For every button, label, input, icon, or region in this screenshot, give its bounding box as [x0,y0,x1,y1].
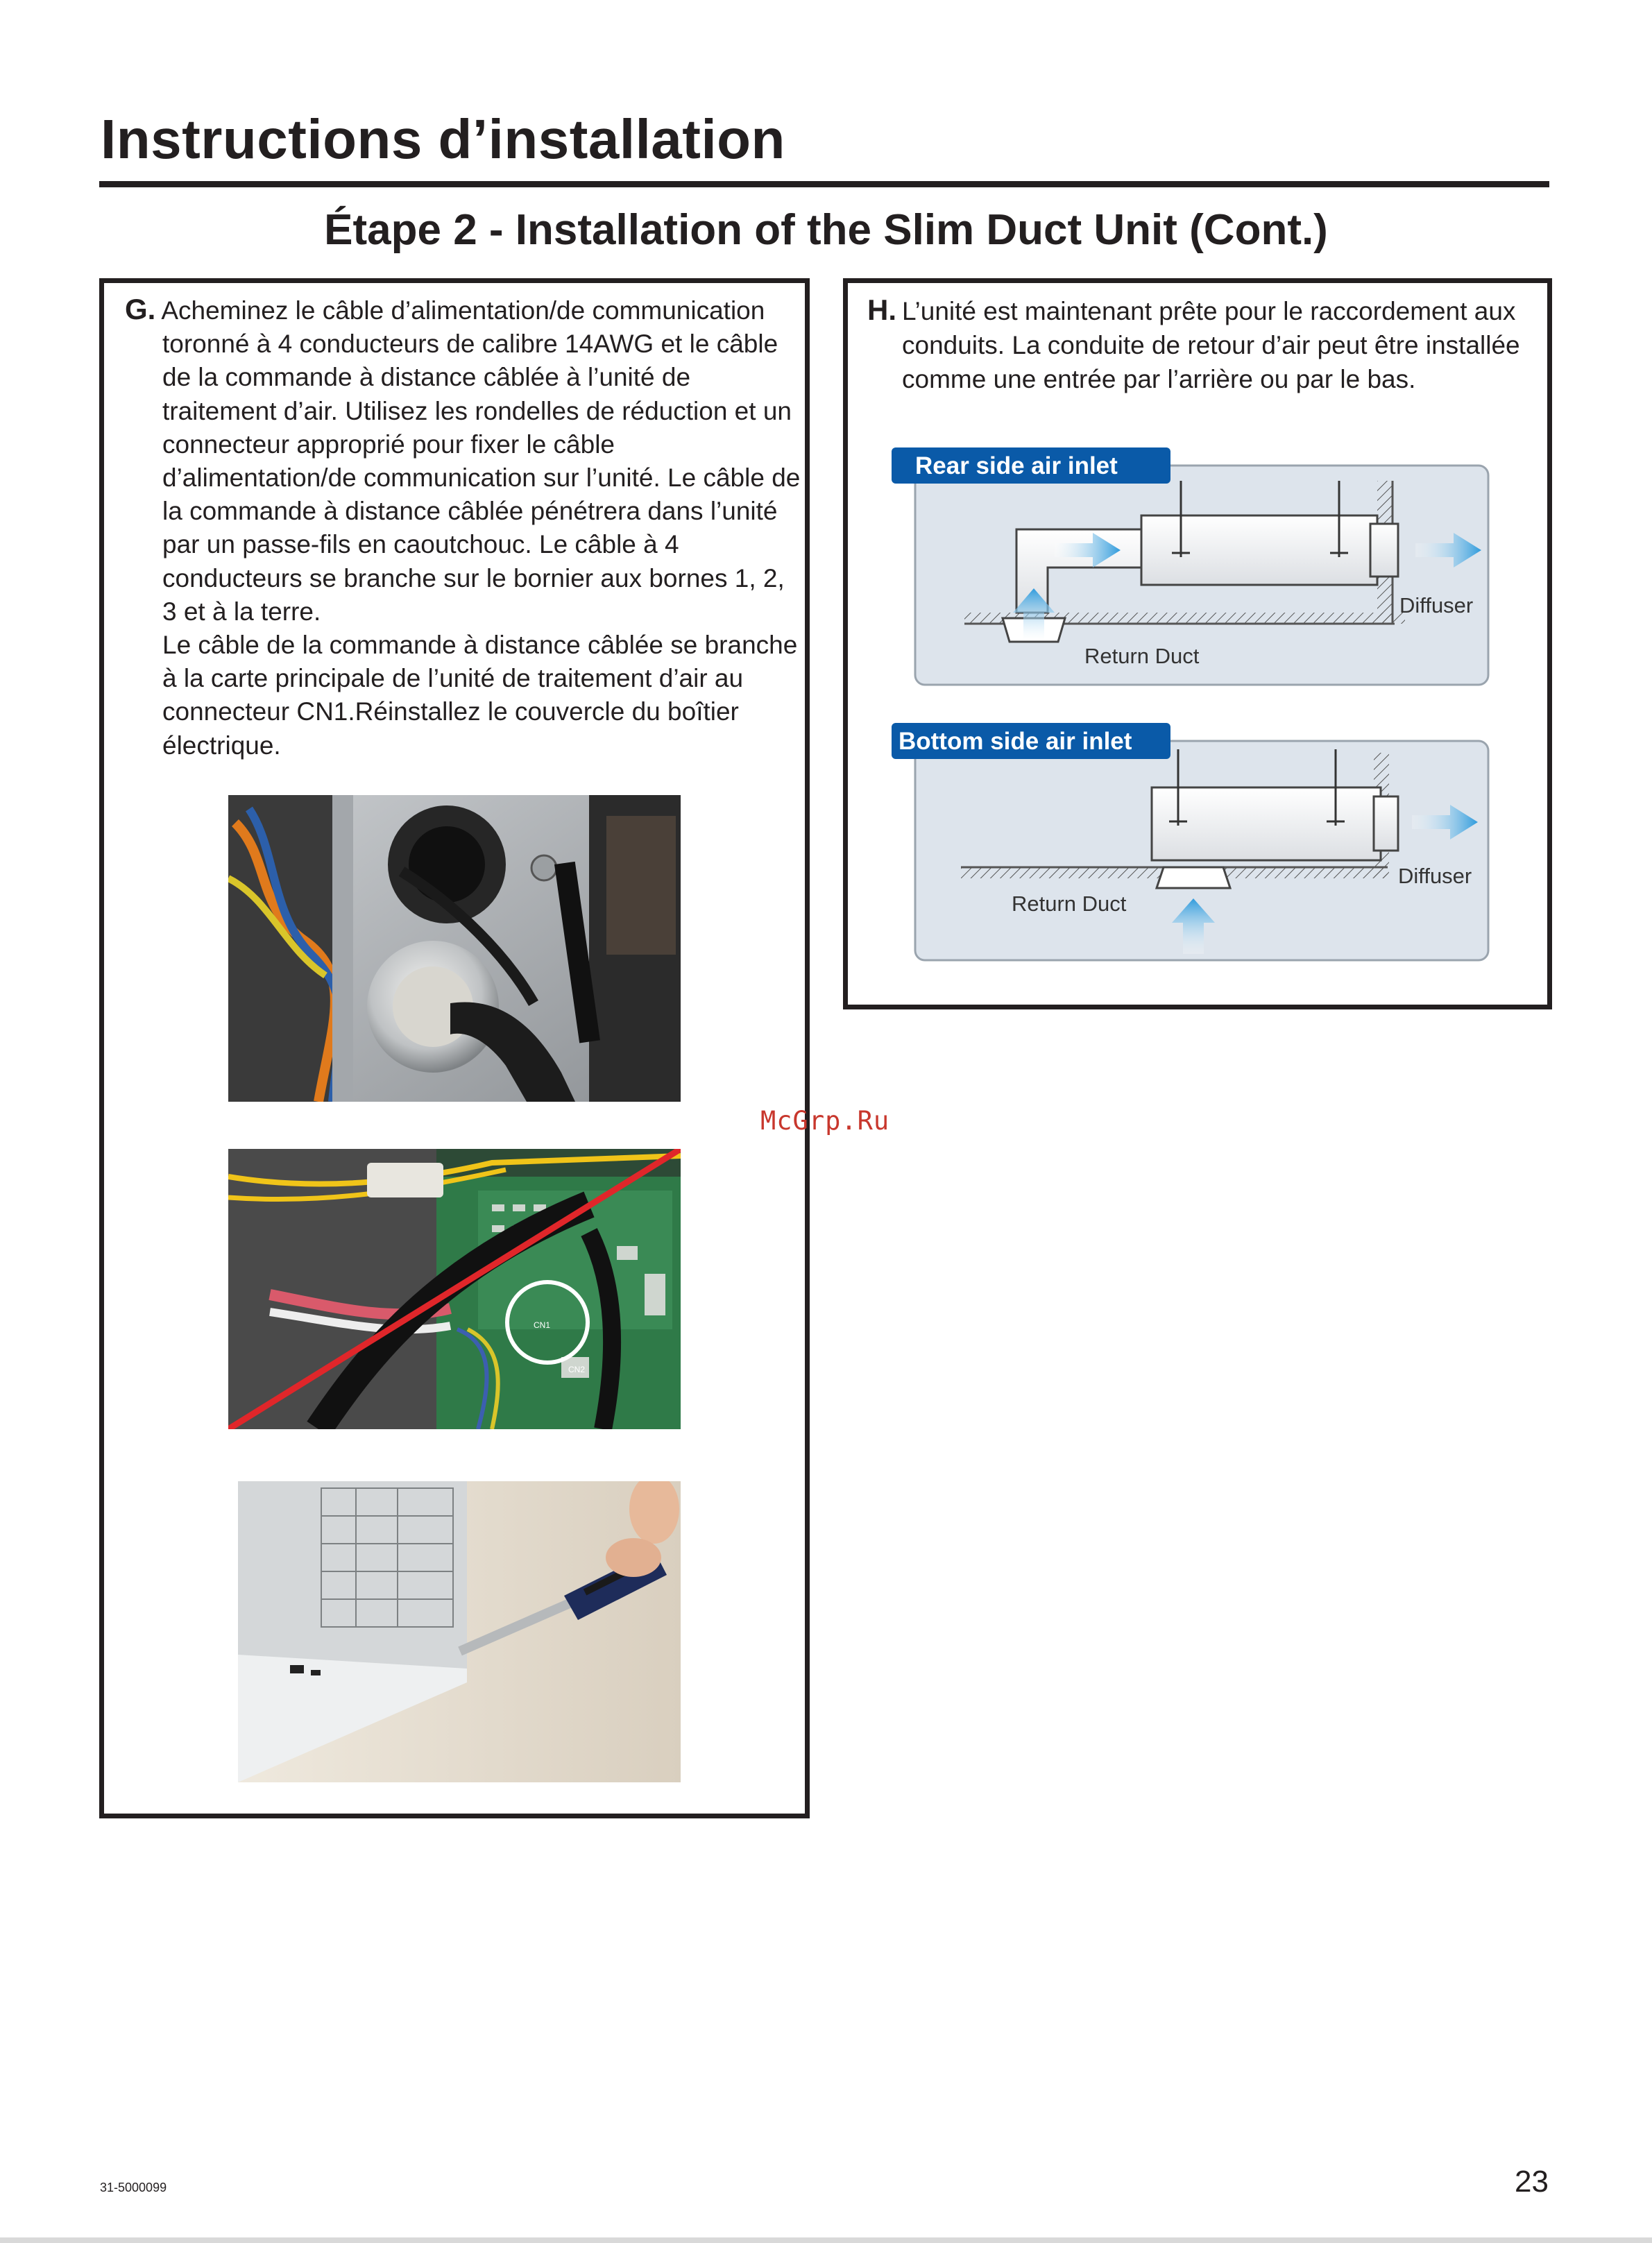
cover-reinstall-photo [238,1481,681,1782]
step-g-letter: G. [125,293,156,325]
photo-label-cn2: CN2 [568,1365,586,1374]
watermark: McGrp.Ru [760,1106,890,1136]
bottom-inlet-diagram [892,722,1492,964]
bottom-diagram-tag-label: Bottom side air inlet [899,728,1132,755]
rear-diffuser-label: Diffuser [1399,593,1474,617]
bottom-diffuser-label: Diffuser [1398,864,1472,888]
circuit-board-photo [228,1149,681,1429]
bottom-unit-body [1152,787,1381,860]
document-code: 31-5000099 [100,2181,167,2194]
page-number: 23 [1515,2165,1549,2199]
step-h-letter: H. [867,293,896,326]
step-g-body-2: Le câble de la commande à distance câblée se branche à la carte principale de l’unité de traitement d’air au connecteur CN1.Réinstallez le couvercle du boîtier électrique. [162,631,798,760]
bottom-return-duct [1157,867,1230,888]
rear-unit-body [1141,515,1377,585]
page-title: Instructions d’installation [101,108,785,170]
bottom-rule [0,2237,1652,2243]
rear-inlet-diagram [892,446,1492,689]
title-rule [99,181,1549,187]
step-g-body: Acheminez le câble d’alimentation/de communication toronné à 4 conducteurs de calibre 14AWG et le câble de la commande à distance câblée à l’unité de traitement d’air. Utilisez les rondelles de réduction et un connecteur approprié pour fixer le câble d’alimentation/de communication sur l’unité. Le câble de la commande à distance câblée pénétrera dans l’unité par un passe-fils en caoutchouc. Le câble à 4 conducteurs se branche sur le bornier aux bornes 1, 2, 3 et à la terre. [161,296,801,626]
section-title: Étape 2 - Installation of the Slim Duct Unit (Cont.) [324,206,1328,254]
step-h-text [867,293,1540,396]
step-g-text [125,293,801,762]
rear-diagram-tag-label: Rear side air inlet [915,452,1118,479]
photo-label-cn1: CN1 [534,1320,551,1330]
step-h-body: L’unité est maintenant prête pour le raccordement aux conduits. La conduite de retour d’air peut être installée comme une entrée par l’arrière ou par le bas. [902,297,1520,393]
bottom-return-duct-label: Return Duct [1012,892,1127,916]
grommet-photo [228,795,681,1102]
rear-return-duct-label: Return Duct [1084,644,1200,668]
